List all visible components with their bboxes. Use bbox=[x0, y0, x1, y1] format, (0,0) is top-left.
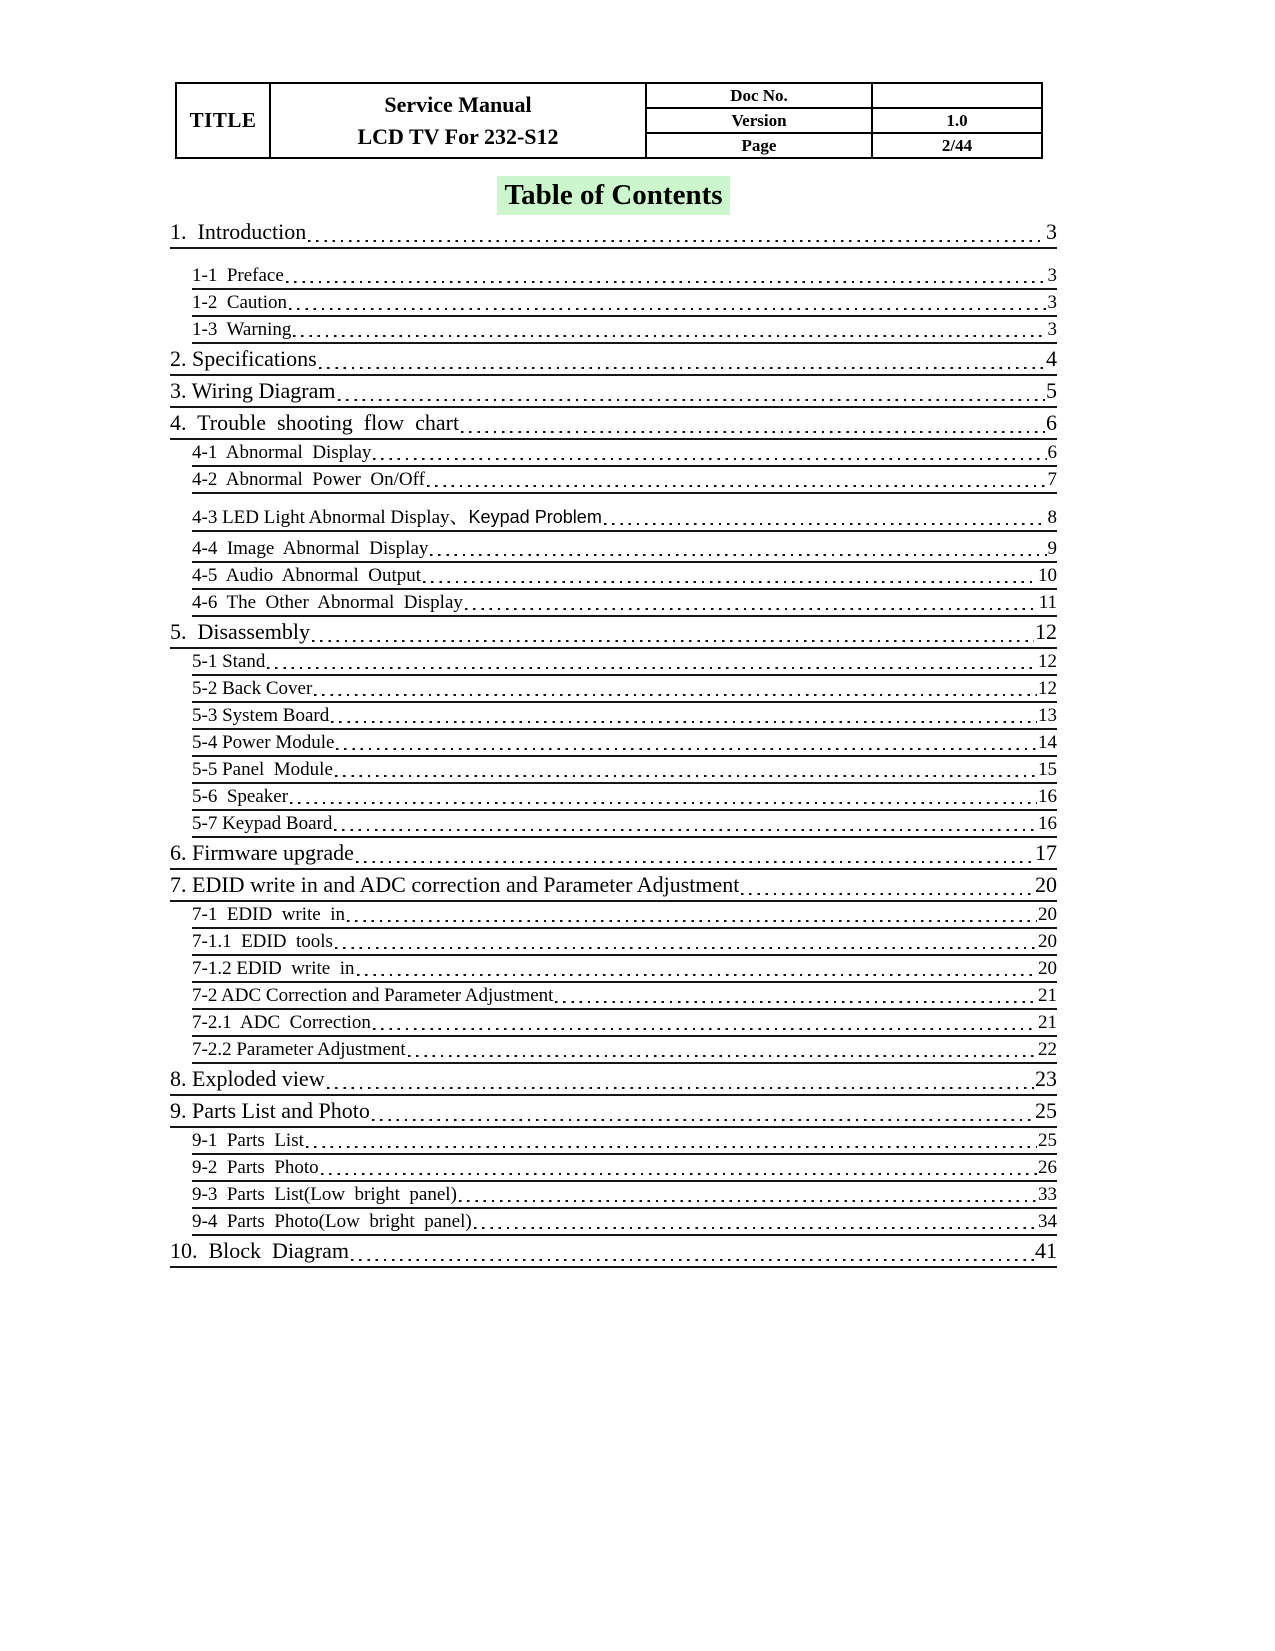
toc-entry-page: 17 bbox=[1035, 840, 1057, 865]
toc-entry[interactable] bbox=[170, 1064, 1057, 1096]
toc-title-wrap bbox=[170, 176, 1057, 217]
toc-entry[interactable] bbox=[192, 317, 1057, 344]
toc-entry-label: 5-4 Power Module bbox=[192, 732, 335, 753]
toc-entry-page: 3 bbox=[1047, 319, 1057, 340]
dot-leader bbox=[334, 730, 1038, 755]
toc-entry[interactable] bbox=[192, 505, 1057, 532]
version-label: Version bbox=[646, 108, 872, 133]
toc-entry-page: 3 bbox=[1047, 265, 1057, 286]
toc-entry-page: 10 bbox=[1038, 565, 1057, 586]
toc-entry[interactable] bbox=[192, 290, 1057, 317]
toc-entry-label: 4-3 LED Light Abnormal Display、 bbox=[192, 507, 469, 528]
toc-entry[interactable] bbox=[170, 1096, 1057, 1128]
toc-entry[interactable] bbox=[192, 1037, 1057, 1064]
toc-entry-page: 3 bbox=[1047, 292, 1057, 313]
toc-entry[interactable] bbox=[170, 408, 1057, 440]
toc-entry-label: 8. Exploded view bbox=[170, 1066, 325, 1091]
toc-entry-page: 23 bbox=[1035, 1066, 1057, 1091]
doc-title-line2: LCD TV For 232-S12 bbox=[357, 123, 559, 149]
dot-leader bbox=[319, 1155, 1038, 1180]
toc-entry-label: 7-1.2 EDID write in bbox=[192, 958, 355, 979]
toc-entry-label: 4-6 The Other Abnormal Display bbox=[192, 592, 463, 613]
toc-entry[interactable] bbox=[192, 983, 1057, 1010]
toc-entry[interactable] bbox=[192, 440, 1057, 467]
toc-entry-page: 21 bbox=[1038, 1012, 1057, 1033]
toc-entry-label: 7-1 EDID write in bbox=[192, 904, 346, 925]
dot-leader bbox=[325, 1064, 1035, 1094]
dot-leader bbox=[288, 784, 1038, 809]
dot-leader bbox=[284, 263, 1048, 288]
toc-entry[interactable] bbox=[192, 590, 1057, 617]
dot-leader bbox=[602, 505, 1048, 530]
toc-entry-page: 15 bbox=[1038, 759, 1057, 780]
dot-leader bbox=[459, 408, 1046, 438]
toc-entry-label: 1. Introduction bbox=[170, 219, 307, 244]
toc-entry[interactable] bbox=[192, 467, 1057, 494]
toc-entry[interactable] bbox=[192, 902, 1057, 929]
toc-entry-label: 3. Wiring Diagram bbox=[170, 378, 336, 403]
toc-entry-page: 22 bbox=[1038, 1039, 1057, 1060]
toc-entry[interactable] bbox=[192, 929, 1057, 956]
toc-entry-page: 13 bbox=[1038, 705, 1057, 726]
toc-entry[interactable] bbox=[192, 649, 1057, 676]
dot-leader bbox=[553, 983, 1038, 1008]
dot-leader bbox=[329, 703, 1038, 728]
toc-entry-label: 7-2.2 Parameter Adjustment bbox=[192, 1039, 406, 1060]
doc-no-label: Doc No. bbox=[646, 83, 872, 108]
dot-leader bbox=[312, 676, 1038, 701]
toc-entry-page: 11 bbox=[1038, 592, 1057, 613]
dot-leader bbox=[349, 1236, 1035, 1266]
toc-entry-label: 9-2 Parts Photo bbox=[192, 1157, 319, 1178]
toc-entry-label: 9. Parts List and Photo bbox=[170, 1098, 370, 1123]
toc-entry[interactable] bbox=[192, 730, 1057, 757]
toc-entry[interactable] bbox=[192, 1010, 1057, 1037]
toc-entry-label: 5-7 Keypad Board bbox=[192, 813, 333, 834]
toc-entry-label: 7-1.1 EDID tools bbox=[192, 931, 333, 952]
table-of-contents bbox=[170, 176, 1057, 1268]
dot-leader bbox=[463, 590, 1039, 615]
dot-leader bbox=[306, 217, 1046, 247]
toc-entry-page: 6 bbox=[1046, 410, 1057, 435]
toc-entry-page: 16 bbox=[1038, 813, 1057, 834]
toc-entry[interactable] bbox=[192, 956, 1057, 983]
dot-leader bbox=[370, 1096, 1035, 1126]
toc-entry[interactable] bbox=[192, 263, 1057, 290]
page-label: Page bbox=[646, 133, 872, 158]
toc-entry[interactable] bbox=[192, 757, 1057, 784]
toc-entry[interactable] bbox=[170, 838, 1057, 870]
toc-entry-page: 41 bbox=[1035, 1238, 1057, 1263]
toc-entry[interactable] bbox=[170, 870, 1057, 902]
dot-leader bbox=[421, 563, 1038, 588]
toc-entry-page: 3 bbox=[1046, 219, 1057, 244]
toc-entry-label: 4-4 Image Abnormal Display bbox=[192, 538, 429, 559]
dot-leader bbox=[354, 838, 1035, 868]
toc-entry[interactable] bbox=[192, 1128, 1057, 1155]
dot-leader bbox=[336, 376, 1046, 406]
toc-entry-label: 1-1 Preface bbox=[192, 265, 284, 286]
toc-entry-page: 33 bbox=[1038, 1184, 1057, 1205]
dot-leader bbox=[317, 344, 1046, 374]
dot-leader bbox=[265, 649, 1038, 674]
document-header-table bbox=[175, 82, 1043, 159]
dot-leader bbox=[406, 1037, 1038, 1062]
dot-leader bbox=[310, 617, 1035, 647]
toc-entry-page: 12 bbox=[1038, 678, 1057, 699]
dot-leader bbox=[425, 467, 1048, 492]
toc-entry-page: 4 bbox=[1046, 346, 1057, 371]
toc-entry-label: 7-2.1 ADC Correction bbox=[192, 1012, 371, 1033]
toc-entry-label: 5-6 Speaker bbox=[192, 786, 289, 807]
toc-entry-page: 12 bbox=[1035, 619, 1057, 644]
toc-entry[interactable] bbox=[170, 344, 1057, 376]
doc-no-value bbox=[872, 83, 1042, 108]
toc-entry-page: 34 bbox=[1038, 1211, 1057, 1232]
toc-entry-page: 20 bbox=[1038, 904, 1057, 925]
toc-entry[interactable] bbox=[192, 784, 1057, 811]
toc-title: Table of Contents bbox=[497, 176, 729, 215]
toc-entry[interactable] bbox=[192, 676, 1057, 703]
toc-entry-page: 14 bbox=[1038, 732, 1057, 753]
toc-entry-page: 20 bbox=[1035, 872, 1057, 897]
toc-entry-label: 9-3 Parts List(Low bright panel) bbox=[192, 1184, 457, 1205]
toc-entry-page: 20 bbox=[1038, 958, 1057, 979]
doc-title-line1: Service Manual bbox=[384, 91, 532, 117]
toc-entry-page: 25 bbox=[1035, 1098, 1057, 1123]
toc-entry-label: 5. Disassembly bbox=[170, 619, 310, 644]
toc-entry-page: 20 bbox=[1038, 931, 1057, 952]
version-value: 1.0 bbox=[872, 108, 1042, 133]
dot-leader bbox=[333, 757, 1038, 782]
dot-leader bbox=[472, 1209, 1038, 1234]
dot-leader bbox=[332, 811, 1038, 836]
toc-entry-page: 6 bbox=[1047, 442, 1057, 463]
toc-entry-label: 5-1 Stand bbox=[192, 651, 266, 672]
toc-entry[interactable] bbox=[192, 1182, 1057, 1209]
toc-entry-label: 4-1 Abnormal Display bbox=[192, 442, 372, 463]
toc-entry-label: 7. EDID write in and ADC correction and Parameter Adjustment bbox=[170, 872, 740, 897]
toc-entry-label: 6. Firmware upgrade bbox=[170, 840, 354, 865]
toc-entry-label: 5-2 Back Cover bbox=[192, 678, 313, 699]
toc-entry[interactable] bbox=[170, 217, 1057, 249]
toc-entry-label: 2. Specifications bbox=[170, 346, 317, 371]
toc-entry-label: 7-2 ADC Correction and Parameter Adjustment bbox=[192, 985, 554, 1006]
dot-leader bbox=[333, 929, 1038, 954]
dot-leader bbox=[304, 1128, 1038, 1153]
toc-entry[interactable] bbox=[192, 563, 1057, 590]
toc-entry[interactable] bbox=[192, 811, 1057, 838]
dot-leader bbox=[355, 956, 1038, 981]
toc-entry-page: 16 bbox=[1038, 786, 1057, 807]
doc-title-cell bbox=[270, 83, 646, 158]
dot-leader bbox=[739, 870, 1035, 900]
toc-entry-label: 4-5 Audio Abnormal Output bbox=[192, 565, 422, 586]
toc-entry-label: 9-1 Parts List bbox=[192, 1130, 304, 1151]
toc-entry[interactable] bbox=[170, 376, 1057, 408]
toc-entry[interactable] bbox=[192, 1155, 1057, 1182]
toc-entry[interactable] bbox=[170, 1236, 1057, 1268]
toc-entry-label: 4. Trouble shooting flow chart bbox=[170, 410, 460, 435]
toc-entry[interactable] bbox=[192, 1209, 1057, 1236]
toc-entry-page: 5 bbox=[1046, 378, 1057, 403]
toc-entry[interactable] bbox=[192, 703, 1057, 730]
toc-entry[interactable] bbox=[170, 617, 1057, 649]
toc-entry-label: 5-3 System Board bbox=[192, 705, 330, 726]
toc-entry-label: 4-2 Abnormal Power On/Off bbox=[192, 469, 425, 490]
dot-leader bbox=[371, 1010, 1038, 1035]
toc-list bbox=[170, 217, 1057, 1268]
toc-entry-page: 26 bbox=[1038, 1157, 1057, 1178]
toc-entry-label: 1-2 Caution bbox=[192, 292, 287, 313]
toc-entry-label: 9-4 Parts Photo(Low bright panel) bbox=[192, 1211, 472, 1232]
toc-entry-label: 10. Block Diagram bbox=[170, 1238, 350, 1263]
dot-leader bbox=[457, 1182, 1038, 1207]
toc-entry-label: 1-3 Warning bbox=[192, 319, 292, 340]
toc-entry-page: 9 bbox=[1047, 538, 1057, 559]
toc-entry-page: 25 bbox=[1038, 1130, 1057, 1151]
dot-leader bbox=[371, 440, 1047, 465]
page-value: 2/44 bbox=[872, 133, 1042, 158]
toc-entry-page: 7 bbox=[1047, 469, 1057, 490]
dot-leader bbox=[287, 290, 1048, 315]
dot-leader bbox=[345, 902, 1038, 927]
title-cell-label: TITLE bbox=[176, 83, 270, 158]
toc-entry-label-alt: Keypad Problem bbox=[468, 507, 602, 527]
toc-entry[interactable] bbox=[192, 536, 1057, 563]
toc-entry-label: 5-5 Panel Module bbox=[192, 759, 333, 780]
toc-entry-page: 21 bbox=[1038, 985, 1057, 1006]
dot-leader bbox=[428, 536, 1047, 561]
toc-entry-page: 12 bbox=[1038, 651, 1057, 672]
dot-leader bbox=[291, 317, 1047, 342]
toc-entry-page: 8 bbox=[1047, 507, 1057, 528]
